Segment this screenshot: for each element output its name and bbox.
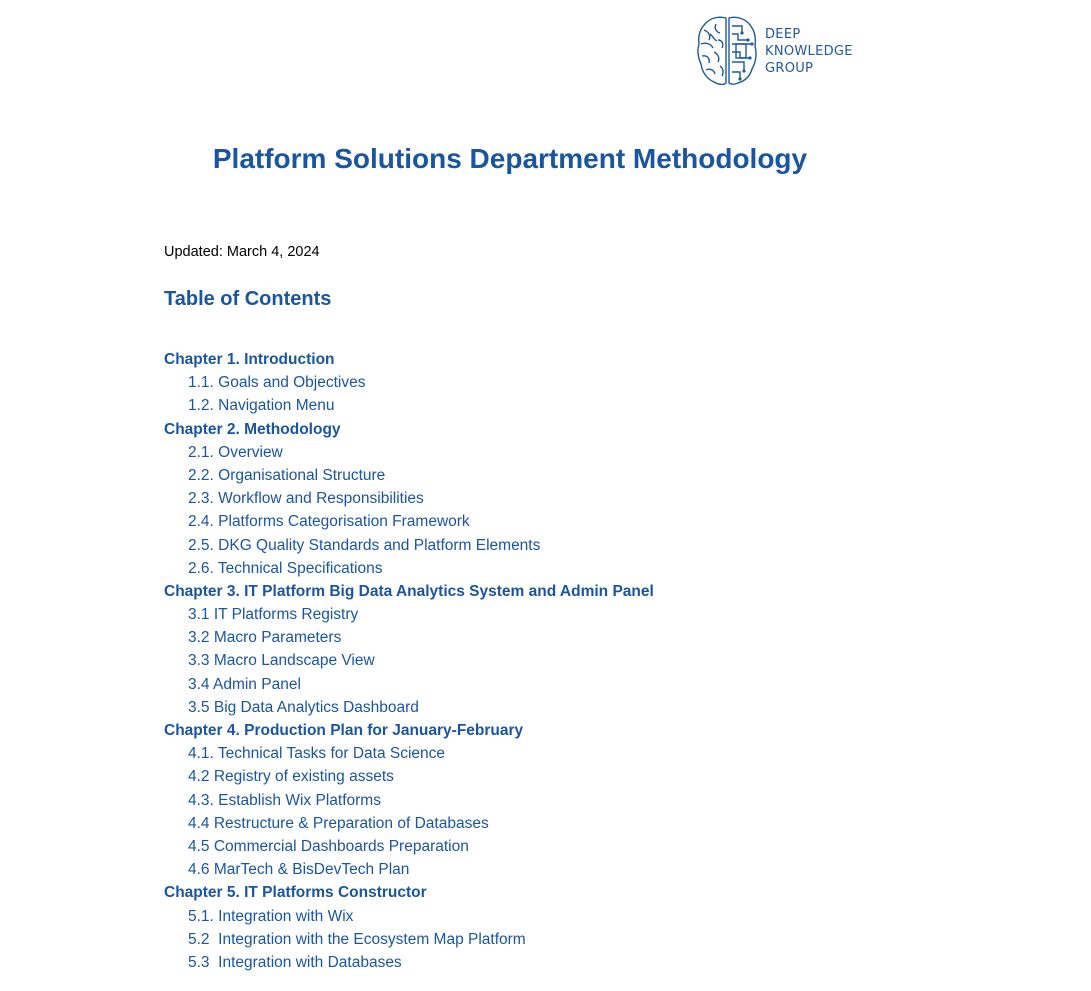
toc-section-link[interactable]: 3.2 Macro Parameters bbox=[188, 629, 342, 647]
document-title: Platform Solutions Department Methodology bbox=[212, 143, 808, 174]
toc-section-link[interactable]: 5.1. Integration with Wix bbox=[188, 907, 354, 925]
toc-section-link[interactable]: 3.4 Admin Panel bbox=[188, 675, 301, 693]
logo-line-3: GROUP bbox=[765, 60, 814, 76]
toc-chapter-link[interactable]: Chapter 3. IT Platform Big Data Analytics System and Admin Panel bbox=[164, 582, 654, 600]
toc-chapter-link[interactable]: Chapter 4. Production Plan for January-February bbox=[164, 722, 524, 739]
toc-section-link[interactable]: 2.3. Workflow and Responsibilities bbox=[188, 490, 424, 508]
toc-section-link[interactable]: 4.2 Registry of existing assets bbox=[188, 768, 394, 786]
brain-circuit-icon bbox=[696, 14, 758, 88]
toc-section-link[interactable]: 3.5 Big Data Analytics Dashboard bbox=[188, 698, 419, 716]
toc-section-link[interactable]: 2.1. Overview bbox=[188, 443, 283, 461]
toc-section-link[interactable]: 5.3 Integration with Databases bbox=[188, 953, 402, 971]
toc-section-link[interactable]: 2.4. Platforms Categorisation Framework bbox=[188, 513, 470, 531]
toc-chapter-link[interactable]: Chapter 2. Methodology bbox=[164, 420, 341, 438]
toc-section-link[interactable]: 2.2. Organisational Structure bbox=[188, 466, 386, 484]
toc-section-link[interactable]: 2.5. DKG Quality Standards and Platform Elements bbox=[188, 536, 541, 554]
toc-section-link[interactable]: 1.2. Navigation Menu bbox=[188, 397, 335, 415]
toc-section-link[interactable]: 4.4 Restructure & Preparation of Databases bbox=[188, 814, 489, 832]
toc-chapter-link[interactable]: Chapter 1. Introduction bbox=[164, 351, 335, 368]
toc-section-link[interactable]: 4.6 MarTech & BisDevTech Plan bbox=[188, 861, 410, 879]
toc-heading: Table of Contents bbox=[164, 288, 332, 310]
table-of-contents bbox=[164, 348, 864, 974]
logo-line-1: DEEP bbox=[765, 26, 801, 42]
toc-section-link[interactable]: 1.1. Goals and Objectives bbox=[188, 374, 366, 392]
toc-section-link[interactable]: 4.3. Establish Wix Platforms bbox=[188, 791, 381, 809]
toc-section-link[interactable]: 2.6. Technical Specifications bbox=[188, 559, 383, 577]
logo-line-2: KNOWLEDGE bbox=[765, 43, 853, 59]
toc-section-link[interactable]: 4.1. Technical Tasks for Data Science bbox=[188, 745, 446, 763]
toc-section-link[interactable]: 3.3 Macro Landscape View bbox=[188, 652, 375, 670]
company-logo bbox=[696, 14, 853, 88]
logo-wordmark bbox=[765, 26, 853, 77]
updated-date: Updated: March 4, 2024 bbox=[164, 244, 320, 260]
toc-section-link[interactable]: 5.2 Integration with the Ecosystem Map Platform bbox=[188, 930, 526, 948]
toc-section-link[interactable]: 4.5 Commercial Dashboards Preparation bbox=[188, 837, 469, 855]
toc-section-link[interactable]: 3.1 IT Platforms Registry bbox=[188, 606, 359, 624]
toc-chapter-link[interactable]: Chapter 5. IT Platforms Constructor bbox=[164, 884, 427, 902]
